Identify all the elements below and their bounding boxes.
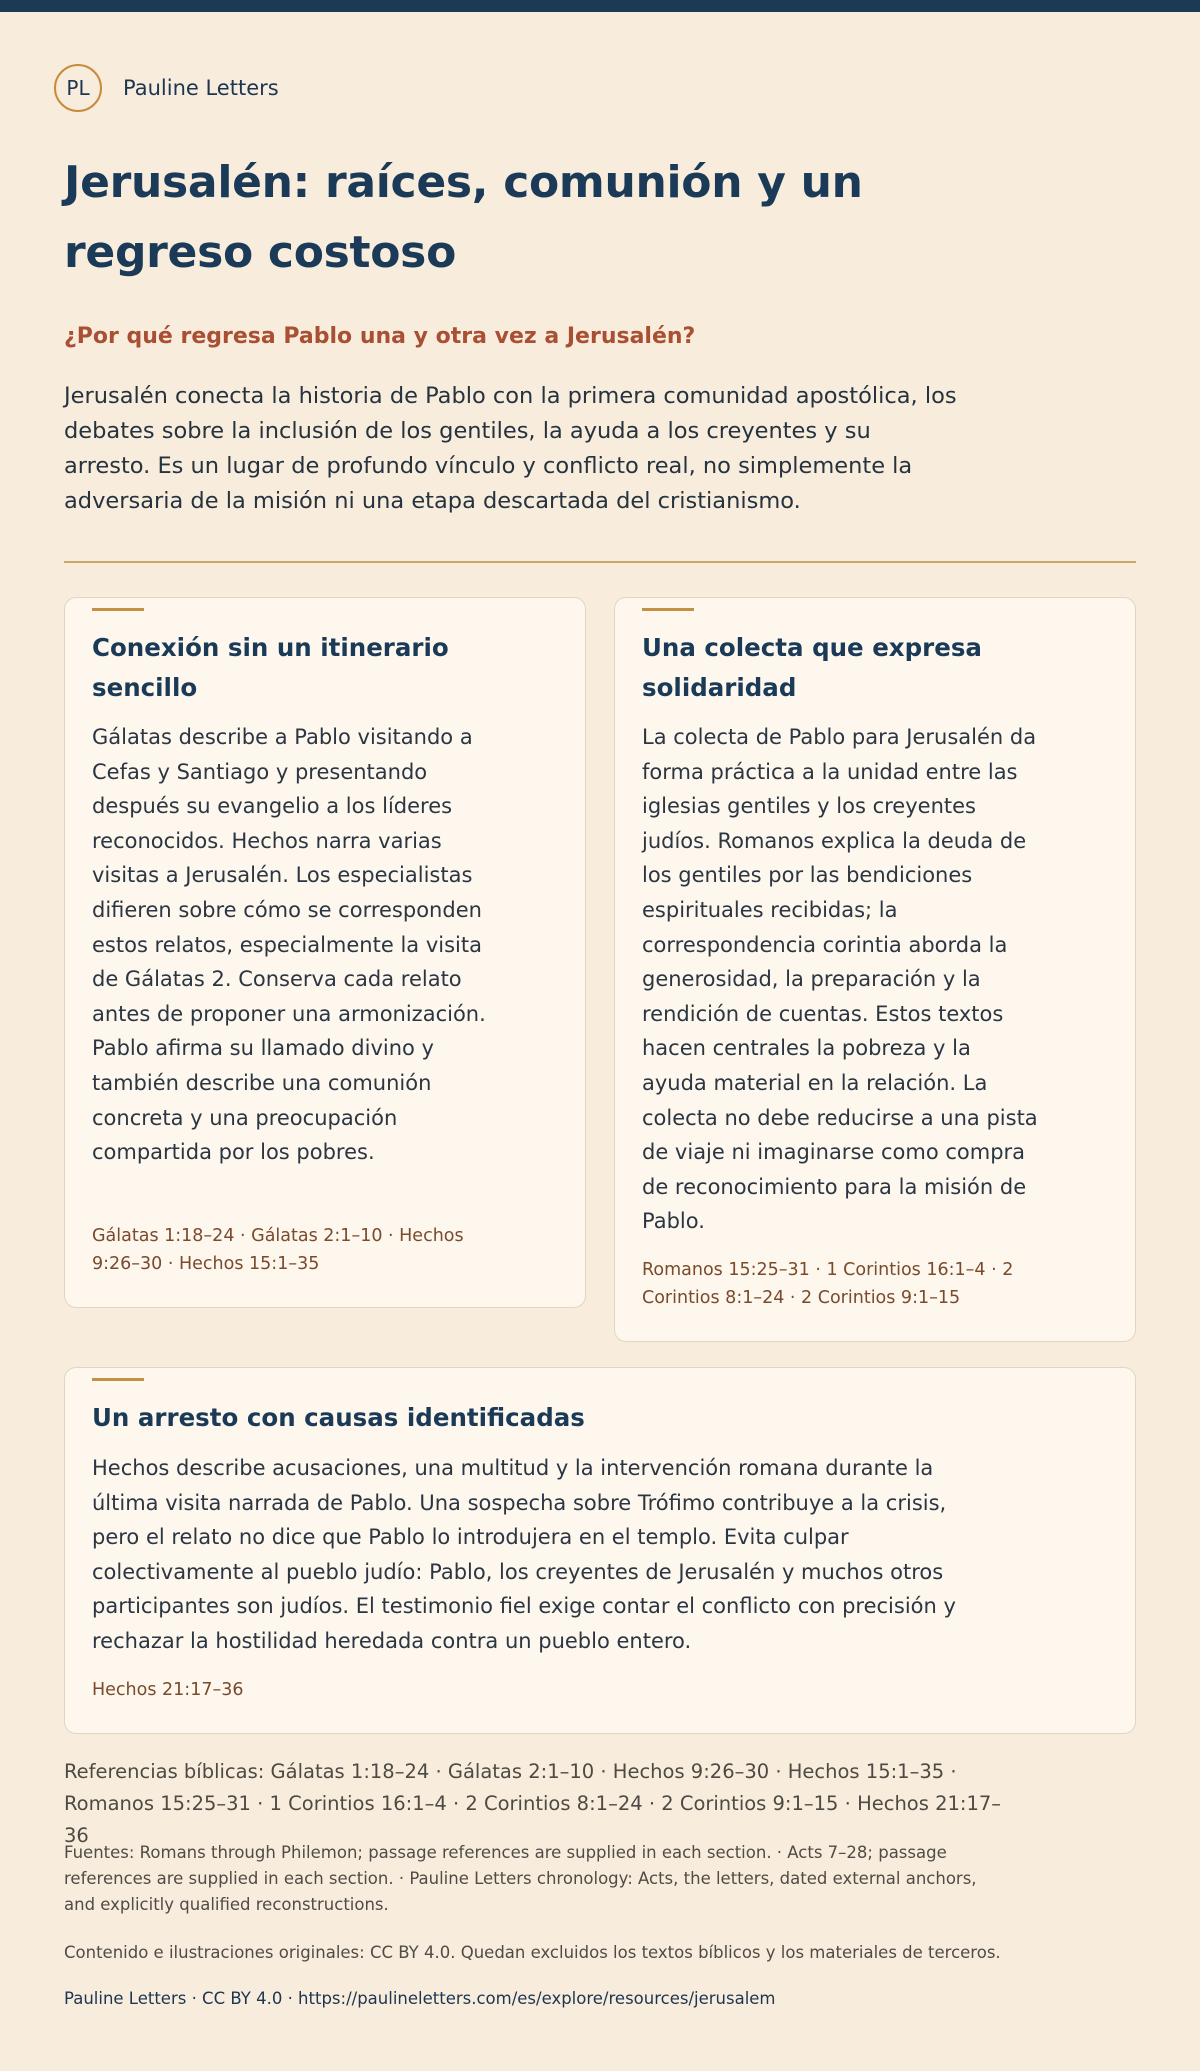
card-body: Gálatas describe a Pablo visitando a Cefas y Santiago y presentando después su evangelio a los líderes reconocidos. Hechos narra varias visitas a Jerusalén. Los especialistas difieren sobre cómo se corresponden estos relatos, especialmente la visita de Gálatas 2. Conserva cada relato antes de proponer una armonización. Pablo afirma su llamado divino y también describe una comunión concreta y una preocupación compartida por los pobres.: [92, 725, 486, 1165]
site-brand[interactable]: [64, 62, 1136, 114]
top-bar: [0, 0, 1200, 12]
footer-license: Contenido e ilustraciones originales: CC BY 4.0. Quedan excluidos los textos bíblicos y los materiales de terceros.: [64, 1943, 1001, 1962]
card-connection: [64, 597, 586, 1308]
page-question: ¿Por qué regresa Pablo una y otra vez a Jerusalén?: [64, 324, 696, 349]
card-title: Un arresto con causas identificadas: [92, 1403, 585, 1432]
card-accent-line: [642, 608, 694, 611]
card-title: Conexión sin un itinerario sencillo: [92, 633, 449, 702]
footer-references: Referencias bíblicas: Gálatas 1:18–24 · Gálatas 2:1–10 · Hechos 9:26–30 · Hechos 15:1–35 · Romanos 15:25–31 · 1 Corintios 16:1–4 · 2 Corintios 8:1–24 · 2 Corintios 9:1–15 · Hechos 21:17–36: [64, 1760, 1002, 1847]
footer-link-line[interactable]: Pauline Letters · CC BY 4.0 · https://paulineletters.com/es/explore/resources/jerusalem: [64, 1989, 776, 2008]
card-title: Una colecta que expresa solidaridad: [642, 633, 982, 702]
card-accent-line: [92, 608, 144, 611]
card-accent-line: [92, 1378, 144, 1381]
card-body: La colecta de Pablo para Jerusalén da forma práctica a la unidad entre las iglesias gentiles y los creyentes judíos. Romanos explica la deuda de los gentiles por las bendiciones espirituales recibidas; la correspondencia corintia aborda la generosidad, la preparación y la rendición de cuentas. Estos textos hacen centrales la pobreza y la ayuda material en la relación. La colecta no debe reducirse a una pista de viaje ni imaginarse como compra de reconocimiento para la misión de Pablo.: [642, 725, 1038, 1234]
cards-grid: [64, 597, 1136, 1339]
card-arrest: [64, 1367, 1136, 1734]
card-references: Hechos 21:17–36: [92, 1680, 244, 1700]
brand-name[interactable]: Pauline Letters: [123, 76, 279, 100]
card-body: Hechos describe acusaciones, una multitud y la intervención romana durante la última visita narrada de Pablo. Una sospecha sobre Trófimo contribuye a la crisis, pero el relato no dice que Pablo lo introdujera en el templo. Evita culpar colectivamente al pueblo judío: Pablo, los creyentes de Jerusalén y muchos otros participantes son judíos. El testimonio fiel exige contar el conflicto con precisión y rechazar la hostilidad heredada contra un pueblo entero.: [92, 1456, 956, 1653]
intro-paragraph: Jerusalén conecta la historia de Pablo con la primera comunidad apostólica, los debates sobre la inclusión de los gentiles, la ayuda a los creyentes y su arresto. Es un lugar de profundo vínculo y conflicto real, no simplemente la adversaria de la misión ni una etapa descartada del cristianismo.: [64, 383, 957, 514]
footer-sources: Fuentes: Romans through Philemon; passage references are supplied in each section. · Acts 7–28; passage references are supplied in each section. · Pauline Letters chronology: Acts, the letters, dated external anchors, and explicitly qualified reconstructions.: [64, 1843, 977, 1914]
brand-logo[interactable]: PL: [54, 64, 102, 112]
card-collection: [614, 597, 1136, 1342]
page-title: Jerusalén: raíces, comunión y un regreso costoso: [64, 157, 863, 278]
section-divider: [64, 561, 1136, 563]
card-references: Gálatas 1:18–24 · Gálatas 2:1–10 · Hechos 9:26–30 · Hechos 15:1–35: [92, 1226, 464, 1274]
page-content: [64, 12, 1136, 1339]
card-references: Romanos 15:25–31 · 1 Corintios 16:1–4 · 2 Corintios 8:1–24 · 2 Corintios 9:1–15: [642, 1260, 1014, 1308]
